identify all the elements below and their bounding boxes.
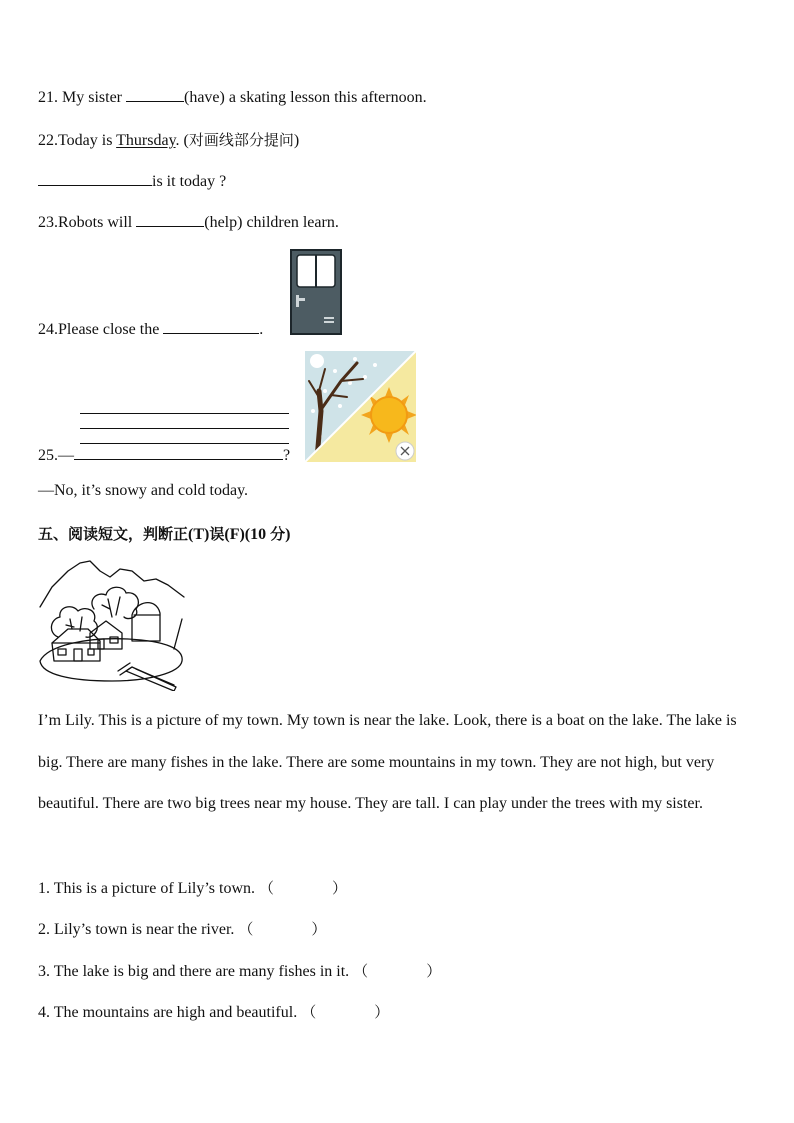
statement-1 (38, 877, 347, 898)
statement-2-text: 2. Lily’s town is near the river. (38, 921, 235, 938)
q21-text-before: My sister (62, 89, 122, 106)
section-5-false-label: 误 (209, 525, 225, 543)
q21-text-after: (have) a skating lesson this afternoon. (184, 89, 427, 106)
statement-4-paren-close: ） (374, 1003, 390, 1021)
q22-paren-open: . ( (175, 132, 189, 149)
q22-text-after: is it today ? (152, 173, 227, 190)
question-23 (38, 212, 339, 232)
q24-answer-blank[interactable] (163, 319, 259, 334)
statement-3 (38, 960, 441, 981)
question-22-line2 (38, 171, 226, 191)
section-5-paren-close: ) (285, 526, 291, 543)
statement-2-paren-open: （ (238, 920, 254, 938)
question-22 (38, 129, 299, 150)
section-5-false-mark: (F)(10 (224, 526, 271, 543)
statement-3-paren-close: ） (426, 962, 442, 980)
q22-text-before: 22.Today is (38, 132, 117, 149)
q22-answer-blank[interactable] (38, 171, 152, 186)
statement-2 (38, 918, 326, 939)
statement-3-text: 3. The lake is big and there are many fishes in it. (38, 963, 350, 980)
statement-1-paren-open: （ (259, 879, 275, 897)
question-24 (38, 319, 263, 339)
question-25 (38, 445, 290, 465)
q25-number: 25.— (38, 447, 74, 464)
section-5-points-unit: 分 (270, 525, 286, 543)
statement-4 (38, 1001, 389, 1022)
section-5-title: 五、阅读短文，判断正 (38, 525, 189, 543)
q25-answer-line-2[interactable] (80, 428, 289, 429)
statement-3-paren-open: （ (353, 962, 369, 980)
weather-picture (305, 351, 416, 462)
reading-passage: I’m Lily. This is a picture of my town. My town is near the lake. Look, there is a boat on the lake. The lake is big. There are many fishes in the lake. There are some mountains in my town. They are not high, but very beautiful. There are two big trees near my house. They are tall. I can play under the trees with my sister. (38, 712, 737, 812)
q25-question-mark: ? (283, 447, 291, 464)
statement-1-paren-close: ） (332, 879, 348, 897)
statement-1-text: 1. This is a picture of Lily’s town. (38, 880, 256, 897)
q22-paren-close: ) (293, 132, 300, 149)
q25-answer-line-3[interactable] (80, 443, 289, 444)
town-illustration (38, 557, 188, 691)
door-picture (290, 249, 342, 335)
q23-text-after: (help) children learn. (204, 214, 339, 231)
statement-2-paren-close: ） (311, 920, 327, 938)
section-5-heading (38, 523, 290, 544)
question-21 (38, 87, 427, 107)
q22-instruction: 对画线部分提问 (188, 131, 294, 149)
q24-text-before: 24.Please close the (38, 321, 164, 338)
q21-number: 21. (38, 89, 58, 106)
q25-answer-line-1[interactable] (80, 413, 289, 414)
statement-4-text: 4. The mountains are high and beautiful. (38, 1004, 298, 1021)
q23-text-before: 23.Robots will (38, 214, 137, 231)
q24-text-after: . (259, 321, 264, 338)
section-5-true-mark: (T) (188, 526, 210, 543)
q25-answer: —No, it’s snowy and cold today. (38, 482, 249, 499)
q21-answer-blank[interactable] (126, 87, 184, 102)
statement-4-paren-open: （ (301, 1003, 317, 1021)
q22-underlined-word: Thursday (116, 132, 176, 149)
q25-answer-blank[interactable] (74, 445, 283, 460)
q23-answer-blank[interactable] (136, 212, 204, 227)
